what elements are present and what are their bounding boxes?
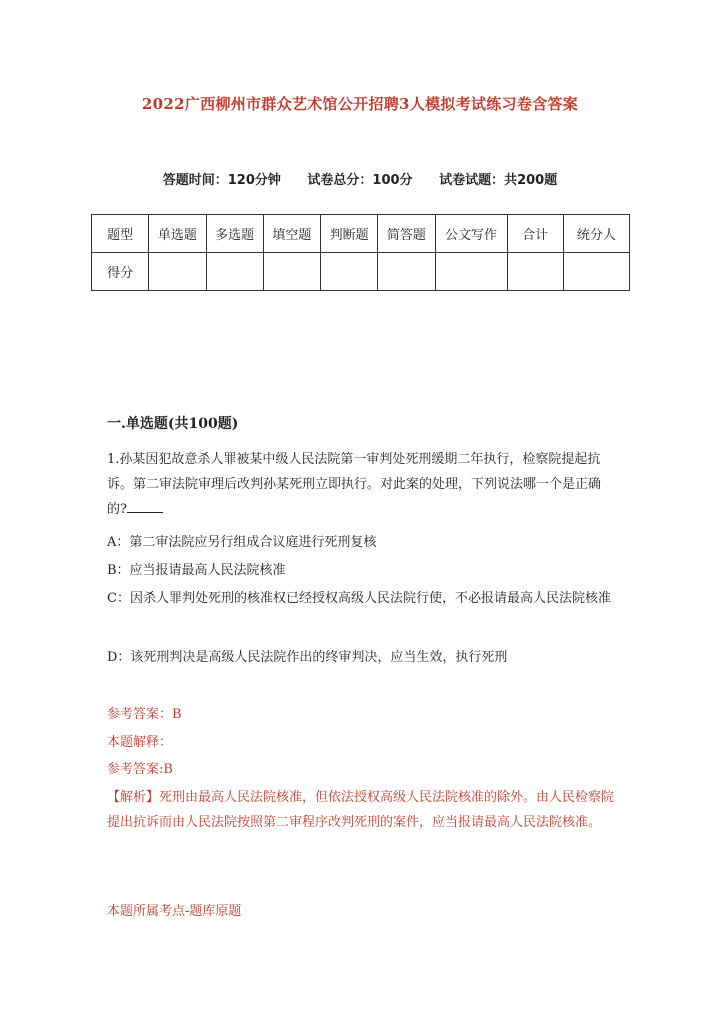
table-header-cell: 填空题	[263, 215, 320, 253]
score-cell	[206, 253, 263, 291]
table-header-cell: 单选题	[149, 215, 206, 253]
answer-blank	[127, 500, 163, 513]
score-table-score-row	[92, 253, 630, 291]
table-header-cell: 公文写作	[435, 215, 507, 253]
option-b: B：应当报请最高人民法院核准	[107, 563, 286, 578]
table-header-cell: 合计	[507, 215, 563, 253]
table-header-cell: 统分人	[563, 215, 629, 253]
analysis-tag: 【解析】	[107, 790, 160, 805]
score-cell	[507, 253, 563, 291]
table-header-cell: 题型	[92, 215, 149, 253]
score-table	[91, 214, 630, 291]
reference-answer-repeat: 参考答案:B	[107, 762, 173, 777]
score-cell	[149, 253, 206, 291]
analysis-block	[107, 785, 617, 835]
option-c: C：因杀人罪判处死刑的核准权已经授权高级人民法院行使，不必报请最高人民法院核准	[107, 591, 611, 606]
analysis-text: 死刑由最高人民法院核准，但依法授权高级人民法院核准的除外。由人民检察院提出抗诉而由人民法院按照第二审程序改判死刑的案件，应当报请最高人民法院核准。	[107, 790, 615, 830]
explanation-label: 本题解释：	[107, 735, 173, 750]
reference-answer: 参考答案：B	[107, 707, 182, 722]
option-a: A：第二审法院应另行组成合议庭进行死刑复核	[107, 535, 377, 550]
question-text-block	[107, 447, 617, 522]
document-title: 2022广西柳州市群众艺术馆公开招聘3人模拟考试练习卷含答案	[141, 95, 579, 113]
score-cell	[378, 253, 435, 291]
question-text: 1.孙某因犯故意杀人罪被某中级人民法院第一审判处死刑缓期二年执行，检察院提起抗诉。第二审法院审理后改判孙某死刑立即执行。对此案的处理，下列说法哪一个是正确的?	[107, 452, 602, 517]
table-header-cell: 判断题	[321, 215, 378, 253]
question-source: 本题所属考点-题库原题	[107, 904, 242, 919]
table-row-label: 得分	[92, 253, 149, 291]
exam-time: 答题时间：120分钟	[162, 173, 281, 188]
option-d: D：该死刑判决是高级人民法院作出的终审判决，应当生效，执行死刑	[107, 650, 508, 665]
score-table-header-row	[92, 215, 630, 253]
score-cell	[435, 253, 507, 291]
exam-total-questions: 试卷试题：共200题	[439, 173, 558, 188]
exam-meta	[0, 169, 720, 188]
section-title: 一.单选题(共100题)	[107, 416, 239, 432]
table-header-cell: 简答题	[378, 215, 435, 253]
table-header-cell: 多选题	[206, 215, 263, 253]
score-cell	[563, 253, 629, 291]
score-cell	[321, 253, 378, 291]
score-cell	[263, 253, 320, 291]
exam-total-score: 试卷总分：100分	[307, 173, 413, 188]
